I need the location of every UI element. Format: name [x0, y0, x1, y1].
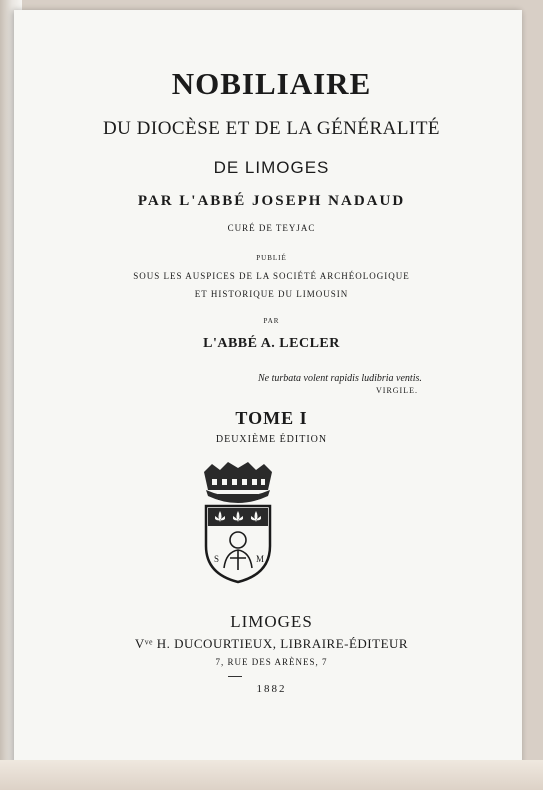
divider-rule [228, 676, 242, 677]
epigraph-quote: Ne turbata volent rapidis ludibria ventis. [258, 373, 422, 384]
by-label: PAR [263, 317, 280, 325]
svg-text:S: S [214, 554, 220, 564]
page-bottom-edge [0, 760, 543, 790]
limoges-coat-of-arms-icon [200, 458, 276, 586]
auspices-line-1: SOUS LES AUSPICES DE LA SOCIÉTÉ ARCHÉOLOGIQUE [133, 271, 410, 281]
subtitle-line-1: DU DIOCÈSE ET DE LA GÉNÉRALITÉ [102, 118, 441, 139]
author-title: CURÉ DE TEYJAC [227, 223, 316, 233]
epigraph [258, 373, 422, 395]
editor-name: L'ABBÉ A. LECLER [203, 336, 340, 351]
author-line: PAR L'ABBÉ JOSEPH NADAUD [137, 193, 406, 209]
publication-city: LIMOGES [230, 612, 313, 631]
publisher-address: 7, RUE DES ARÈNES, 7 [215, 657, 328, 667]
subtitle-line-2: DE LIMOGES [213, 158, 330, 177]
edition-label: DEUXIÈME ÉDITION [215, 434, 328, 445]
svg-text:M: M [256, 554, 265, 564]
book-title: NOBILIAIRE [171, 66, 372, 101]
auspices-line-2: ET HISTORIQUE DU LIMOUSIN [194, 289, 349, 299]
epigraph-author: VIRGILE. [376, 386, 418, 395]
volume-label: TOME I [235, 408, 308, 428]
publisher-name: Vᵛᵉ H. DUCOURTIEUX, LIBRAIRE-ÉDITEUR [134, 636, 409, 651]
publication-year: 1882 [256, 683, 287, 695]
published-label: PUBLIÉ [256, 254, 287, 262]
